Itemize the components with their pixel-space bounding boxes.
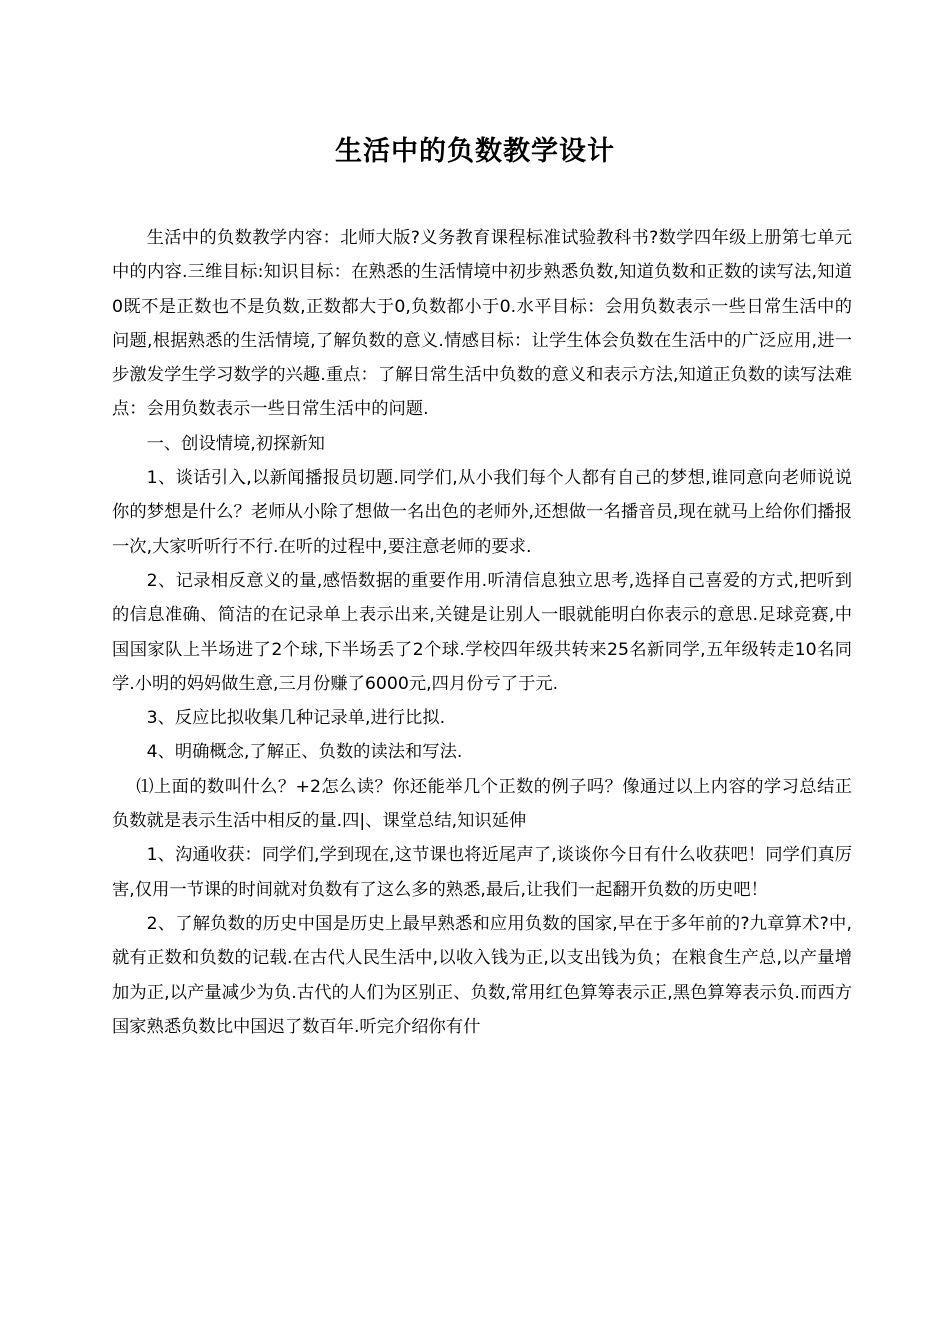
- paragraph-summary-1: 1、沟通收获：同学们,学到现在,这节课也将近尾声了,谈谈你今日有什么收获吧！同学们真厉害,仅用一节课的时间就对负数有了这么多的熟悉,最后,让我们一起翻开负数的历史吧！: [112, 845, 852, 900]
- paragraph-step-1: 1、谈话引入,以新闻播报员切题.同学们,从小我们每个人都有自己的梦想,谁同意向老师说说你的梦想是什么？老师从小除了想做一名出色的老师外,还想做一名播音员,现在就马上给你们播报一次,大家听听行不行.在听的过程中,要注意老师的要求.: [112, 468, 852, 557]
- paragraph-summary-2: 2、了解负数的历史中国是历史上最早熟悉和应用负数的国家,早在于多年前的?九章算术?中,就有正数和负数的记载.在古代人民生活中,以收入钱为正,以支出钱为负；在粮食生产总,以产量增加为正,以产量减少为负.古代的人们为区别正、负数,常用红色算筹表示正,黑色算筹表示负.而西方国家熟悉负数比中国迟了数百年.听完介绍你有什: [112, 913, 852, 1037]
- paragraph-step-2: 2、记录相反意义的量,感悟数据的重要作用.听清信息独立思考,选择自己喜爱的方式,把听到的信息准确、简洁的在记录单上表示出来,关键是让别人一眼就能明白你表示的意思.足球竞赛,中国国家队上半场进了2个球,下半场丢了2个球.学校四年级共转来25名新同学,五年级转走10名同学.小明的妈妈做生意,三月份赚了6000元,四月份亏了于元.: [112, 570, 852, 694]
- paragraph-step-4: 4、明确概念,了解正、负数的读法和写法.: [146, 742, 463, 763]
- paragraph-sub-1: ⑴上面的数叫什么？+2怎么读？你还能举几个正数的例子吗？像通过以上内容的学习总结正负数就是表示生活中相反的量.四|、课堂总结,知识延伸: [112, 776, 852, 832]
- paragraph-intro: 生活中的负数教学内容：北师大版?义务教育课程标准试验教科书?数学四年级上册第七单元中的内容.三维目标:知识目标：在熟悉的生活情境中初步熟悉负数,知道负数和正数的读写法,知道0既不是正数也不是负数,正数都大于0,负数都小于0.水平目标：会用负数表示一些日常生活中的问题,根据熟悉的生活情境,了解负数的意义.情感目标：让学生体会负数在生活中的广泛应用,进一步激发学生学习数学的兴趣.重点：了解日常生活中负数的意义和表示方法,知道正负数的读写法难点：会用负数表示一些日常生活中的问题.: [112, 228, 852, 420]
- paragraph-step-3: 3、反应比拟收集几种记录单,进行比拟.: [146, 708, 446, 729]
- section-heading-1: 一、创设情境,初探新知: [146, 433, 325, 454]
- document-title: 生活中的负数教学设计: [335, 136, 615, 167]
- document-body: [112, 221, 852, 1044]
